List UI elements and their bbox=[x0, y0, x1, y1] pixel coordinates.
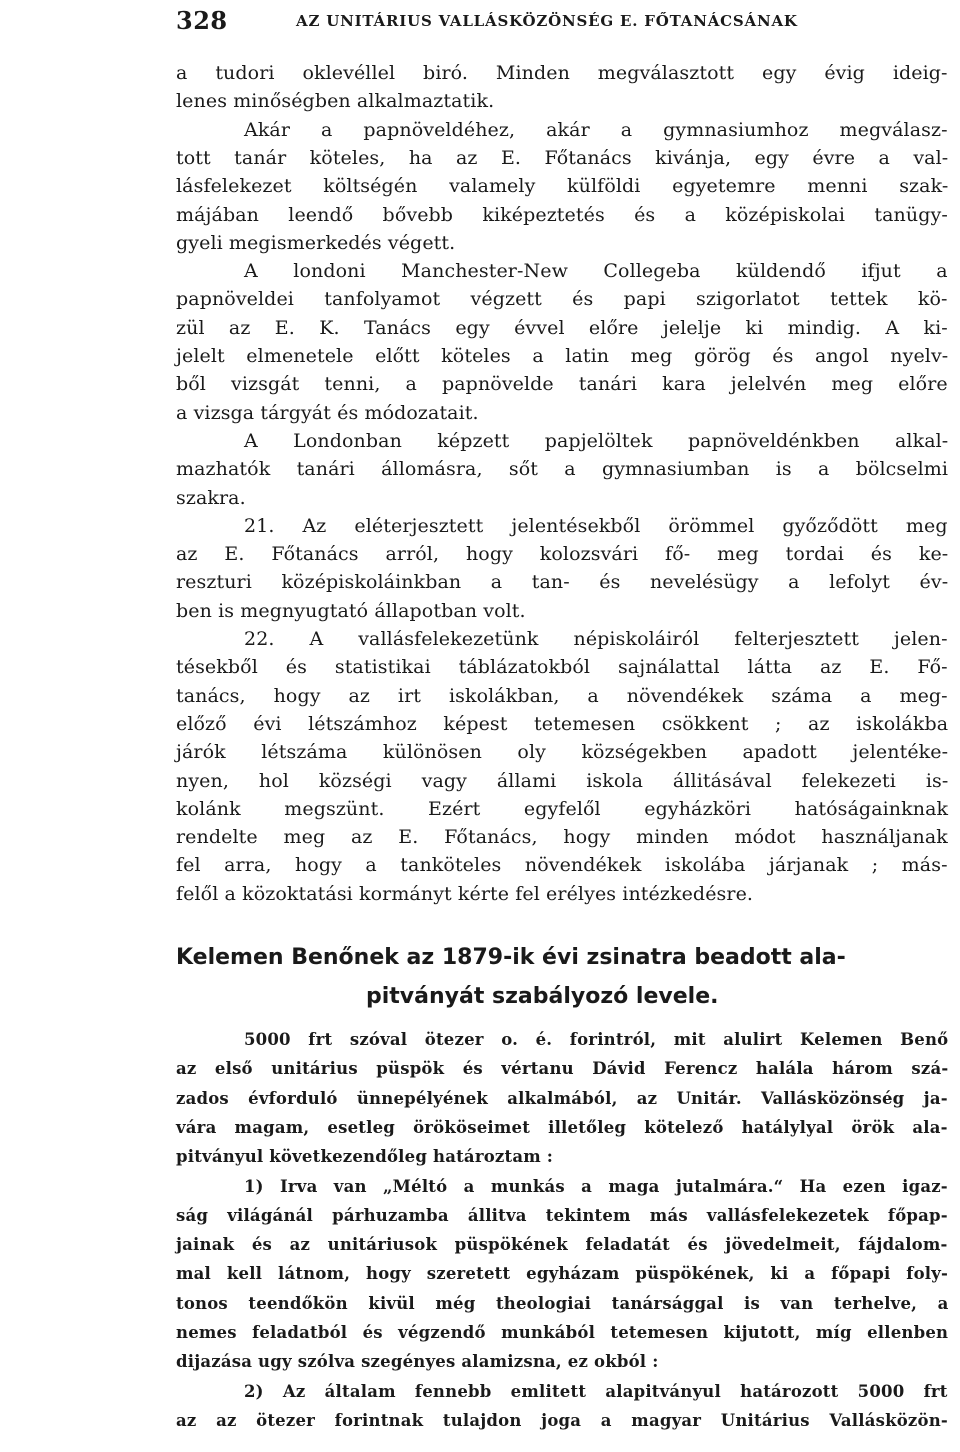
letter-line: tonos teendőkön kivül még theologiai tanársággal is van terhelve, a bbox=[176, 1293, 949, 1313]
letter-line: vára magam, esetleg örököseimet illetőleg kötelező hatálylyal örök ala- bbox=[176, 1117, 948, 1137]
body-line: az E. Főtanács arról, hogy kolozsvári fő- meg tordai és ke- bbox=[176, 543, 949, 566]
body-line: tott tanár köteles, ha az E. Főtanács kivánja, egy évre a val- bbox=[176, 146, 949, 169]
letter-line: dijazása ugy szólva szegényes alamizsna, ez okból : bbox=[176, 1352, 659, 1372]
running-title: AZ UNITÁRIUS VALLÁSKÖZÖNSÉG E. FŐTANÁCSÁNAK bbox=[296, 12, 798, 30]
body-line: tésekből és statistikai táblázatokból sajnálattal látta az E. Fő- bbox=[176, 656, 948, 679]
letter-line: 2) Az általam fennebb emlitett alapitványul határozott 5000 frt bbox=[244, 1381, 948, 1401]
body-line: zül az E. K. Tanács egy évvel előre jelelje ki mindig. A ki- bbox=[176, 316, 948, 339]
letter-line: pitványul következendőleg határoztam : bbox=[176, 1147, 554, 1167]
body-line: előző évi létszámhoz képest tetemesen csökkent ; az iskolákba bbox=[176, 712, 949, 735]
letter-line: 1) Irva van „Méltó a munkás a maga jutalmára.“ Ha ezen igaz- bbox=[244, 1176, 948, 1196]
letter-line: jainak és az unitáriusok püspökének feladatát és jövedelmeit, fájdalom- bbox=[176, 1235, 948, 1255]
body-line: reszturi középiskoláinkban a tan- és nevelésügy a lefolyt év- bbox=[176, 571, 949, 594]
body-line: 22. A vallásfelekezetünk népiskoláiról felterjesztett jelen- bbox=[244, 628, 948, 650]
body-line: járók létszáma különösen oly községekben apadott jelentéke- bbox=[176, 741, 949, 764]
body-line: A Londonban képzett papjelöltek papnöveldénkben alkal- bbox=[244, 429, 949, 452]
page-number: 328 bbox=[176, 6, 228, 35]
body-line: rendelte meg az E. Főtanács, hogy minden módot használjanak bbox=[176, 826, 948, 849]
letter-line: ság világánál párhuzamba állitva tekintem más vallásfelekezetek főpap- bbox=[176, 1205, 948, 1225]
body-line: felől a közoktatási kormányt kérte fel erélyes intézkedésre. bbox=[176, 882, 754, 905]
running-header bbox=[176, 6, 936, 40]
body-line: a tudori oklevéllel biró. Minden megválasztott egy évig ideig- bbox=[176, 62, 948, 84]
body-line: papnöveldei tanfolyamot végzett és papi szigorlatot tettek kö- bbox=[176, 288, 948, 311]
body-line: gyeli megismerkedés végett. bbox=[176, 231, 456, 254]
body-line: jelelt elmenetele előtt köteles a latin meg görög és angol nyelv- bbox=[176, 345, 949, 367]
body-line: lásfelekezet költségén valamely külföldi egyetemre menni szak- bbox=[176, 175, 949, 198]
body-line: Akár a papnöveldéhez, akár a gymnasiumhoz megválasz- bbox=[244, 118, 948, 141]
body-line: kolánk megszünt. Ezért egyfelől egyházköri hatóságainknak bbox=[176, 797, 949, 820]
body-line: A londoni Manchester-New Collegeba küldendő ifjut a bbox=[244, 260, 948, 283]
letter-line: az első unitárius püspök és vértanu Dávid Ferencz halála három szá- bbox=[176, 1059, 949, 1079]
body-line: mazhatók tanári állomásra, sőt a gymnasiumban is a bölcselmi bbox=[176, 458, 949, 481]
body-line: lenes minőségben alkalmaztatik. bbox=[176, 90, 495, 113]
body-line: a vizsga tárgyát és módozatait. bbox=[176, 401, 479, 424]
letter-line: mal kell látnom, hogy szeretett egyházam püspökének, ki a főpapi foly- bbox=[176, 1264, 949, 1284]
body-line: 21. Az eléterjesztett jelentésekből örömmel győződött meg bbox=[244, 514, 948, 537]
body-line: tanács, hogy az irt iskolákban, a növendékek száma a meg- bbox=[176, 684, 948, 707]
body-line: nyen, hol községi vagy állami iskola állitásával felekezeti is- bbox=[176, 769, 949, 792]
letter-line: nemes feladatból és végzendő munkából tetemesen kijutott, míg ellenben bbox=[176, 1323, 949, 1342]
section-heading-line-1: Kelemen Benőnek az 1879-ik évi zsinatra beadott ala- bbox=[176, 945, 846, 970]
letter-line: zados évforduló ünnepélyének alkalmából, az Unitár. Vallásközönség ja- bbox=[176, 1088, 948, 1108]
body-line: ből vizsgát tenni, a papnövelde tanári kara jelelvén meg előre bbox=[176, 373, 948, 396]
letter-line: az az ötezer forintnak tulajdon joga a magyar Unitárius Vallásközön- bbox=[176, 1410, 948, 1430]
body-line: fel arra, hogy a tanköteles növendékek iskolába járjanak ; más- bbox=[176, 854, 948, 877]
section-heading-line-2: pitványát szabályozó levele. bbox=[366, 984, 719, 1009]
body-line: ben is megnyugtató állapotban volt. bbox=[176, 599, 526, 622]
body-line: májában leendő bővebb kiképeztetés és a középiskolai tanügy- bbox=[176, 203, 948, 226]
body-line: szakra. bbox=[176, 486, 246, 509]
letter-line: 5000 frt szóval ötezer o. é. forintról, mit alulirt Kelemen Benő bbox=[244, 1030, 949, 1049]
